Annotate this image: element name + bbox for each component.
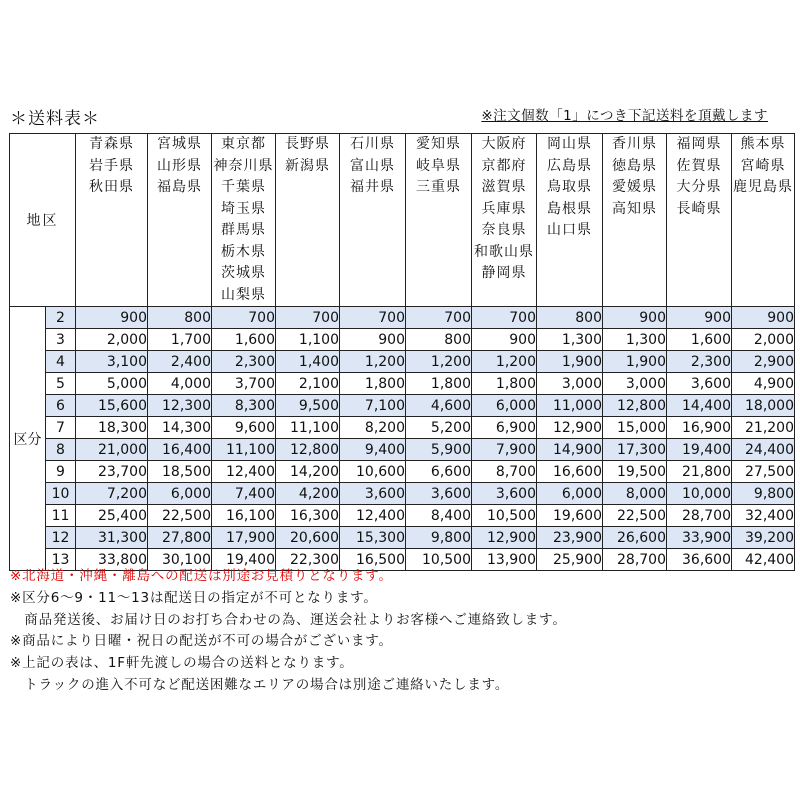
rate-cell: 14,200: [276, 461, 340, 483]
prefecture-name: 大阪府: [481, 136, 527, 152]
rate-cell: 4,900: [732, 373, 795, 395]
rate-cell: 15,000: [603, 417, 667, 439]
rate-cell: 1,700: [148, 329, 212, 351]
order-quantity-note: ※注文個数「1」につき下記送料を頂戴します: [481, 108, 768, 124]
rate-cell: 14,900: [537, 439, 603, 461]
rate-cell: 1,800: [406, 373, 472, 395]
rate-cell: 12,300: [148, 395, 212, 417]
prefecture-name: 神奈川県: [213, 157, 274, 174]
rate-cell: 8,000: [603, 483, 667, 505]
rate-cell: 2,300: [212, 351, 276, 373]
rate-cell: 1,300: [537, 329, 603, 351]
prefecture-name: 香川県: [612, 136, 657, 152]
rate-cell: 25,900: [537, 549, 603, 571]
prefecture-name: 滋賀県: [481, 179, 527, 195]
kubun-number: 9: [46, 461, 76, 483]
rate-cell: 4,000: [148, 373, 212, 395]
rate-cell: 900: [732, 307, 795, 329]
rate-cell: 42,400: [732, 549, 795, 571]
region-column-header: [667, 134, 732, 307]
region-column-header: [603, 134, 667, 307]
rate-cell: 7,100: [340, 395, 406, 417]
shipping-rate-table: [9, 133, 795, 571]
prefecture-name: 群馬県: [221, 222, 266, 238]
rate-cell: 900: [603, 307, 667, 329]
rate-cell: 36,600: [667, 549, 732, 571]
rate-cell: 1,200: [472, 351, 537, 373]
rate-cell: 12,900: [472, 527, 537, 549]
kubun-number: 4: [46, 351, 76, 373]
rate-cell: 9,500: [276, 395, 340, 417]
rate-cell: 9,800: [406, 527, 472, 549]
rate-cell: 800: [406, 329, 472, 351]
prefecture-name: 兵庫県: [481, 200, 527, 217]
rate-cell: 14,400: [667, 395, 732, 417]
note-line: トラックの進入不可など配送困難なエリアの場合は別途ご連絡いたします。: [10, 676, 510, 693]
prefecture-name: 茨城県: [221, 265, 266, 281]
prefecture-name: 秋田県: [89, 179, 134, 195]
rate-cell: 6,000: [472, 395, 537, 417]
rate-cell: 16,100: [212, 505, 276, 527]
rate-cell: 15,300: [340, 527, 406, 549]
rate-cell: 6,900: [472, 417, 537, 439]
prefecture-name: 千葉県: [221, 179, 266, 195]
rate-cell: 3,600: [472, 483, 537, 505]
rate-cell: 2,000: [76, 329, 148, 351]
rate-cell: 1,200: [406, 351, 472, 373]
kubun-header: 区分: [10, 307, 46, 571]
rate-cell: 18,500: [148, 461, 212, 483]
prefecture-name: 青森県: [89, 136, 134, 152]
table-row: [10, 527, 795, 549]
rate-cell: 10,500: [406, 549, 472, 571]
rate-cell: 700: [472, 307, 537, 329]
rate-cell: 17,300: [603, 439, 667, 461]
rate-cell: 1,100: [276, 329, 340, 351]
rate-cell: 16,300: [276, 505, 340, 527]
prefecture-name: 長野県: [285, 136, 330, 152]
rate-cell: 27,800: [148, 527, 212, 549]
rate-cell: 21,200: [732, 417, 795, 439]
rate-cell: 16,500: [340, 549, 406, 571]
rate-cell: 1,900: [603, 351, 667, 373]
rate-cell: 800: [537, 307, 603, 329]
rate-cell: 24,400: [732, 439, 795, 461]
rate-cell: 33,800: [76, 549, 148, 571]
rate-cell: 23,900: [537, 527, 603, 549]
prefecture-name: 長崎県: [676, 200, 722, 217]
rate-cell: 9,400: [340, 439, 406, 461]
prefecture-name: 静岡県: [481, 265, 527, 281]
kubun-number: 7: [46, 417, 76, 439]
kubun-number: 3: [46, 329, 76, 351]
rate-cell: 19,500: [603, 461, 667, 483]
prefecture-name: 新潟県: [285, 157, 330, 174]
rate-cell: 700: [212, 307, 276, 329]
rate-cell: 3,100: [76, 351, 148, 373]
rate-cell: 33,900: [667, 527, 732, 549]
region-column-header: [212, 134, 276, 307]
rate-cell: 5,900: [406, 439, 472, 461]
rate-cell: 8,300: [212, 395, 276, 417]
rate-cell: 700: [276, 307, 340, 329]
prefecture-name: 岩手県: [89, 157, 134, 174]
rate-cell: 7,900: [472, 439, 537, 461]
rate-cell: 18,000: [732, 395, 795, 417]
prefecture-name: 奈良県: [481, 222, 527, 238]
prefecture-name: 大分県: [676, 179, 722, 195]
rate-cell: 9,600: [212, 417, 276, 439]
rate-cell: 12,400: [340, 505, 406, 527]
rate-cell: 1,600: [667, 329, 732, 351]
table-row: [10, 351, 795, 373]
rate-cell: 26,600: [603, 527, 667, 549]
prefecture-name: 佐賀県: [676, 157, 722, 174]
table-row: [10, 461, 795, 483]
rate-cell: 900: [76, 307, 148, 329]
rate-cell: 28,700: [603, 549, 667, 571]
region-column-header: [340, 134, 406, 307]
table-row: [10, 439, 795, 461]
region-column-header: [406, 134, 472, 307]
rate-cell: 22,300: [276, 549, 340, 571]
rate-cell: 6,000: [537, 483, 603, 505]
rate-cell: 2,400: [148, 351, 212, 373]
rate-cell: 2,100: [276, 373, 340, 395]
rate-cell: 7,400: [212, 483, 276, 505]
prefecture-name: 高知県: [612, 200, 657, 217]
table-row: [10, 329, 795, 351]
prefecture-name: 和歌山県: [474, 243, 534, 260]
prefecture-name: 富山県: [350, 157, 395, 174]
rate-cell: 12,900: [537, 417, 603, 439]
notes-section: [10, 566, 567, 697]
rate-cell: 14,300: [148, 417, 212, 439]
rate-cell: 7,200: [76, 483, 148, 505]
prefecture-name: 宮城県: [157, 136, 202, 152]
header-row: [10, 134, 795, 307]
rate-cell: 19,600: [537, 505, 603, 527]
prefecture-name: 岡山県: [547, 136, 592, 152]
rate-cell: 2,300: [667, 351, 732, 373]
rate-cell: 28,700: [667, 505, 732, 527]
rate-cell: 1,800: [340, 373, 406, 395]
table-row: [10, 307, 795, 329]
region-column-header: [276, 134, 340, 307]
table-row: [10, 505, 795, 527]
rate-cell: 700: [340, 307, 406, 329]
rate-cell: 10,000: [667, 483, 732, 505]
region-column-header: [76, 134, 148, 307]
prefecture-name: 広島県: [547, 157, 592, 174]
prefecture-name: 宮崎県: [740, 157, 786, 174]
rate-cell: 3,600: [406, 483, 472, 505]
rate-cell: 3,000: [603, 373, 667, 395]
rate-cell: 900: [472, 329, 537, 351]
prefecture-name: 福岡県: [676, 136, 722, 152]
rate-cell: 21,800: [667, 461, 732, 483]
rate-cell: 900: [667, 307, 732, 329]
rate-cell: 11,000: [537, 395, 603, 417]
rate-cell: 12,800: [276, 439, 340, 461]
prefecture-name: 鹿児島県: [733, 179, 793, 195]
rate-cell: 9,800: [732, 483, 795, 505]
prefecture-name: 三重県: [416, 179, 461, 195]
rate-cell: 6,600: [406, 461, 472, 483]
kubun-number: 6: [46, 395, 76, 417]
rate-cell: 30,100: [148, 549, 212, 571]
region-column-header: [472, 134, 537, 307]
table-row: [10, 395, 795, 417]
rate-cell: 12,800: [603, 395, 667, 417]
rate-cell: 10,600: [340, 461, 406, 483]
prefecture-name: 東京都: [221, 136, 266, 152]
prefecture-name: 埼玉県: [221, 200, 266, 217]
prefecture-name: 山形県: [157, 157, 202, 174]
prefecture-name: 島根県: [547, 200, 592, 217]
table-row: [10, 373, 795, 395]
region-column-header: [148, 134, 212, 307]
note-line: ※北海道・沖縄・離島への配送は別途お見積りとなります。: [10, 568, 393, 584]
rate-cell: 3,000: [537, 373, 603, 395]
rate-cell: 31,300: [76, 527, 148, 549]
rate-cell: 32,400: [732, 505, 795, 527]
prefecture-name: 熊本県: [740, 136, 786, 152]
rate-cell: 21,000: [76, 439, 148, 461]
rate-cell: 3,600: [667, 373, 732, 395]
rate-cell: 10,500: [472, 505, 537, 527]
rate-cell: 5,000: [76, 373, 148, 395]
kubun-number: 12: [46, 527, 76, 549]
kubun-number: 10: [46, 483, 76, 505]
note-line: ※上記の表は、1F軒先渡しの場合の送料となります。: [10, 655, 354, 672]
rate-cell: 900: [340, 329, 406, 351]
rate-cell: 4,600: [406, 395, 472, 417]
note-line: 商品発送後、お届け日のお打ち合わせの為、運送会社よりお客様へご連絡致します。: [10, 611, 567, 628]
prefecture-name: 愛知県: [416, 136, 461, 152]
rate-cell: 1,400: [276, 351, 340, 373]
rate-cell: 15,600: [76, 395, 148, 417]
rate-cell: 800: [148, 307, 212, 329]
kubun-number: 2: [46, 307, 76, 329]
rate-cell: 22,500: [603, 505, 667, 527]
prefecture-name: 鳥取県: [547, 179, 592, 195]
prefecture-name: 福井県: [350, 179, 395, 195]
prefecture-name: 岐阜県: [416, 157, 461, 174]
note-line: ※区分6～9・11～13は配送日の指定が不可となります。: [10, 589, 378, 606]
region-header: 地区: [10, 134, 76, 307]
rate-cell: 3,700: [212, 373, 276, 395]
rate-cell: 5,200: [406, 417, 472, 439]
page-title: ＊送料表＊: [10, 109, 100, 129]
rate-cell: 1,600: [212, 329, 276, 351]
prefecture-name: 石川県: [350, 136, 395, 152]
region-column-header: [537, 134, 603, 307]
rate-cell: 13,900: [472, 549, 537, 571]
rate-cell: 23,700: [76, 461, 148, 483]
rate-cell: 22,500: [148, 505, 212, 527]
prefecture-name: 山口県: [547, 222, 592, 238]
rate-cell: 4,200: [276, 483, 340, 505]
rate-cell: 39,200: [732, 527, 795, 549]
rate-cell: 19,400: [667, 439, 732, 461]
rate-cell: 8,700: [472, 461, 537, 483]
kubun-number: 5: [46, 373, 76, 395]
rate-cell: 1,300: [603, 329, 667, 351]
rate-cell: 11,100: [212, 439, 276, 461]
rate-cell: 1,800: [472, 373, 537, 395]
rate-cell: 1,900: [537, 351, 603, 373]
rate-cell: 19,400: [212, 549, 276, 571]
prefecture-name: 徳島県: [612, 157, 657, 174]
rate-cell: 16,900: [667, 417, 732, 439]
rate-cell: 700: [406, 307, 472, 329]
rate-cell: 16,400: [148, 439, 212, 461]
prefecture-name: 栃木県: [221, 243, 266, 260]
rate-cell: 27,500: [732, 461, 795, 483]
rate-cell: 20,600: [276, 527, 340, 549]
rate-cell: 6,000: [148, 483, 212, 505]
rate-cell: 18,300: [76, 417, 148, 439]
prefecture-name: 福島県: [157, 179, 202, 195]
rate-cell: 8,200: [340, 417, 406, 439]
rate-cell: 2,000: [732, 329, 795, 351]
table-row: [10, 417, 795, 439]
prefecture-name: 京都府: [481, 157, 527, 174]
rate-cell: 11,100: [276, 417, 340, 439]
region-column-header: [732, 134, 795, 307]
kubun-number: 13: [46, 549, 76, 571]
prefecture-name: 愛媛県: [612, 179, 657, 195]
rate-cell: 8,400: [406, 505, 472, 527]
rate-cell: 3,600: [340, 483, 406, 505]
rate-cell: 25,400: [76, 505, 148, 527]
note-line: ※商品により日曜・祝日の配送が不可の場合がございます。: [10, 633, 393, 650]
kubun-number: 8: [46, 439, 76, 461]
kubun-number: 11: [46, 505, 76, 527]
rate-cell: 2,900: [732, 351, 795, 373]
rate-cell: 12,400: [212, 461, 276, 483]
table-row: [10, 483, 795, 505]
prefecture-name: 山梨県: [221, 286, 266, 303]
rate-cell: 16,600: [537, 461, 603, 483]
rate-cell: 1,200: [340, 351, 406, 373]
rate-cell: 17,900: [212, 527, 276, 549]
